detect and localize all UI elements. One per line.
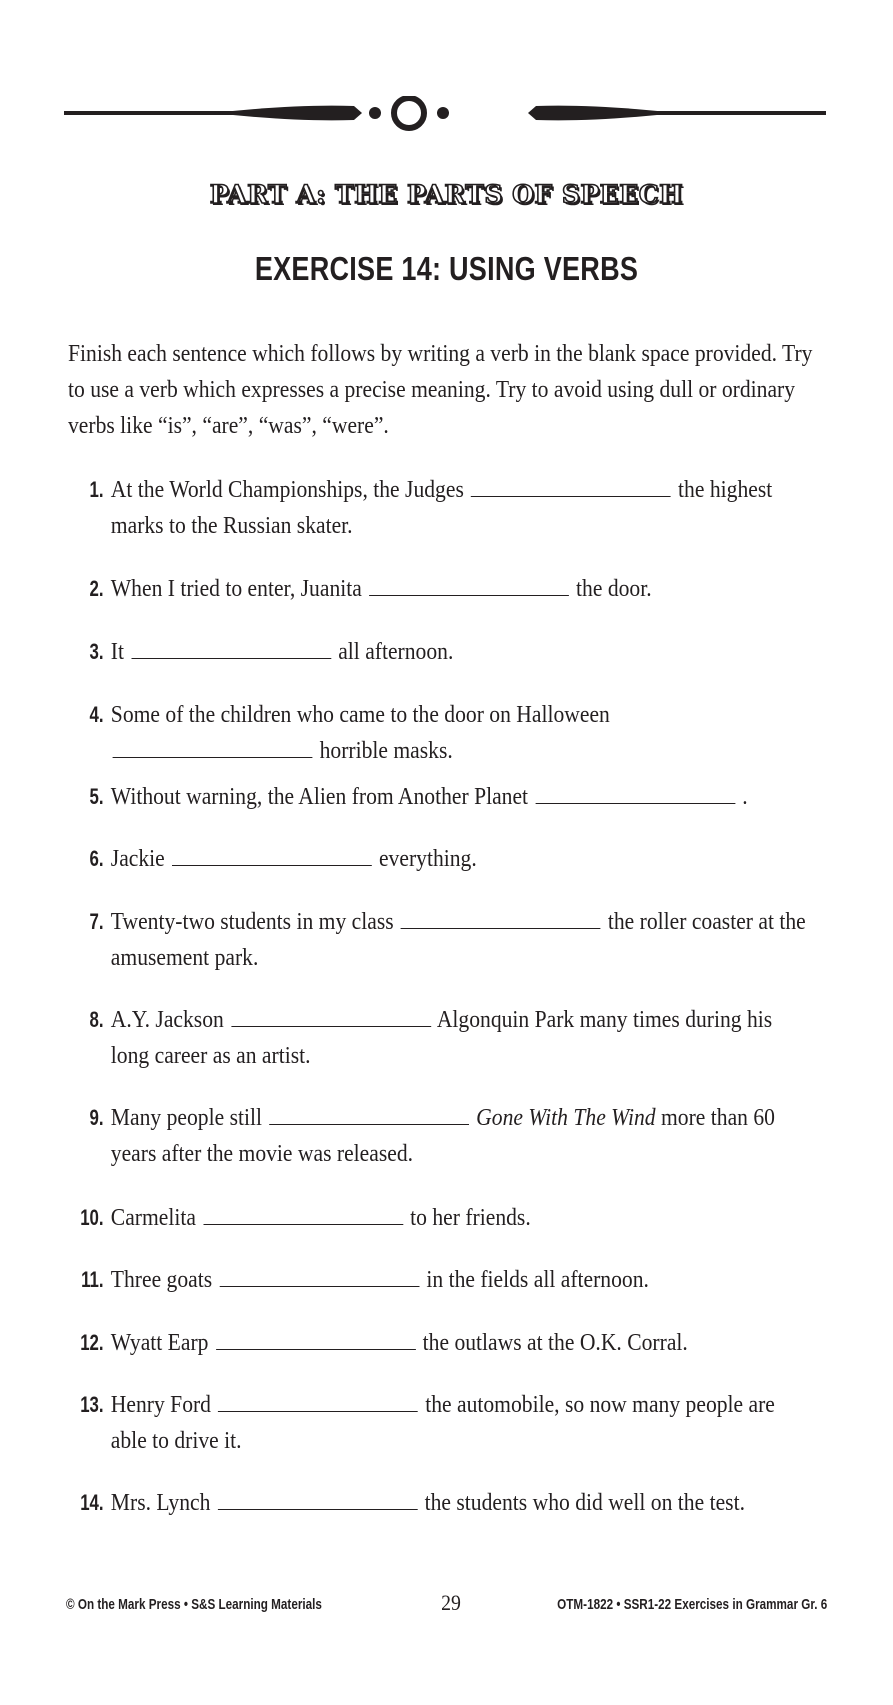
- item-sentence: [111, 472, 811, 544]
- answer-blank[interactable]: [401, 906, 601, 929]
- answer-blank[interactable]: [131, 636, 331, 659]
- sentence-end: Algonquin Park many times during his long career as an artist.: [110, 1007, 773, 1069]
- movie-title: Gone With The Wind: [476, 1105, 656, 1131]
- answer-blank[interactable]: [535, 781, 735, 804]
- item-number: 13.: [80, 1392, 104, 1417]
- sentence-start: Without warning, the Alien from Another Planet: [110, 784, 529, 810]
- item-number: 7.: [89, 909, 104, 934]
- item-sentence: [111, 841, 811, 877]
- sentence-end: the students who did well on the test.: [424, 1490, 745, 1516]
- sentence-end: the door.: [576, 576, 652, 602]
- item-sentence: [111, 779, 811, 815]
- instructions: Finish each sentence which follows by writing a verb in the blank space provided. Try to use a verb which expresses a precise meaning. Try to avoid using dull or ordinary verbs like “is”, “are”, “was”, “were”.: [68, 341, 813, 439]
- sentence-start: Many people still: [110, 1105, 262, 1131]
- item-number: 12.: [80, 1330, 104, 1355]
- sentence-start: It: [110, 639, 125, 665]
- answer-blank[interactable]: [231, 1004, 431, 1027]
- item-number: 8.: [89, 1007, 104, 1032]
- item-sentence: [111, 904, 811, 976]
- footer-catalog: OTM-1822 • SSR1-22 Exercises in Grammar Gr. 6: [556, 1596, 827, 1613]
- sentence-end: .: [742, 784, 748, 810]
- sentence-start: At the World Championships, the Judges: [110, 477, 464, 503]
- page-number: 29: [441, 1590, 461, 1615]
- sentence-start: Henry Ford: [110, 1392, 211, 1418]
- item-sentence: [111, 1387, 811, 1459]
- item-number: 6.: [89, 846, 104, 871]
- sentence-start: Wyatt Earp: [110, 1330, 209, 1356]
- item-sentence: [111, 1100, 811, 1172]
- sentence-end: to her friends.: [410, 1205, 531, 1231]
- item-sentence: [111, 571, 811, 607]
- sentence-start: Jackie: [110, 846, 165, 872]
- sentence-start: Three goats: [110, 1267, 213, 1293]
- sentence-end: all afternoon.: [338, 639, 454, 665]
- sentence-start: When I tried to enter, Juanita: [110, 576, 362, 602]
- answer-blank[interactable]: [172, 843, 372, 866]
- sentence-start: Some of the children who came to the door on Halloween: [110, 702, 610, 728]
- item-number: 9.: [89, 1105, 104, 1130]
- item-number: 1.: [89, 477, 104, 502]
- decorative-divider-ornament: [64, 96, 826, 150]
- item-sentence: [111, 697, 811, 769]
- answer-blank[interactable]: [218, 1389, 418, 1412]
- item-number: 5.: [89, 784, 104, 809]
- sentence-end: the automobile, so now many people are able to drive it.: [110, 1392, 775, 1454]
- item-number: 2.: [89, 576, 104, 601]
- item-number: 10.: [80, 1205, 104, 1230]
- sentence-start: Mrs. Lynch: [110, 1490, 211, 1516]
- answer-blank[interactable]: [218, 1487, 418, 1510]
- sentence-end: the highest marks to the Russian skater.: [110, 477, 773, 539]
- item-sentence: [111, 1262, 811, 1298]
- answer-blank[interactable]: [219, 1264, 419, 1287]
- answer-blank[interactable]: [203, 1202, 403, 1225]
- item-number: 4.: [89, 702, 104, 727]
- footer-copyright: © On the Mark Press • S&S Learning Materials: [66, 1596, 322, 1613]
- part-title: PART A: THE PARTS OF SPEECH: [209, 180, 684, 209]
- exercise-title: EXERCISE 14: USING VERBS: [254, 250, 639, 287]
- item-number: 14.: [80, 1490, 104, 1515]
- answer-blank[interactable]: [471, 474, 671, 497]
- item-number: 3.: [89, 639, 104, 664]
- sentence-end: in the fields all afternoon.: [426, 1267, 649, 1293]
- sentence-end: the outlaws at the O.K. Corral.: [422, 1330, 688, 1356]
- item-number: 11.: [81, 1267, 104, 1292]
- item-sentence: [111, 1485, 811, 1521]
- item-sentence: [111, 1002, 811, 1074]
- answer-blank[interactable]: [216, 1327, 416, 1350]
- sentence-start: Carmelita: [110, 1205, 196, 1231]
- item-sentence: [111, 1325, 811, 1361]
- answer-blank[interactable]: [269, 1102, 469, 1125]
- answer-blank[interactable]: [369, 573, 569, 596]
- sentence-start: Twenty-two students in my class: [110, 909, 394, 935]
- sentence-start: A.Y. Jackson: [110, 1007, 224, 1033]
- item-sentence: [111, 634, 811, 670]
- sentence-end: the roller coaster at the amusement park.: [110, 909, 806, 971]
- sentence-end: more than 60 years after the movie was released.: [110, 1105, 775, 1167]
- answer-blank[interactable]: [113, 735, 313, 758]
- sentence-end: everything.: [378, 846, 477, 872]
- item-sentence: [111, 1200, 811, 1236]
- sentence-end: horrible masks.: [319, 738, 453, 764]
